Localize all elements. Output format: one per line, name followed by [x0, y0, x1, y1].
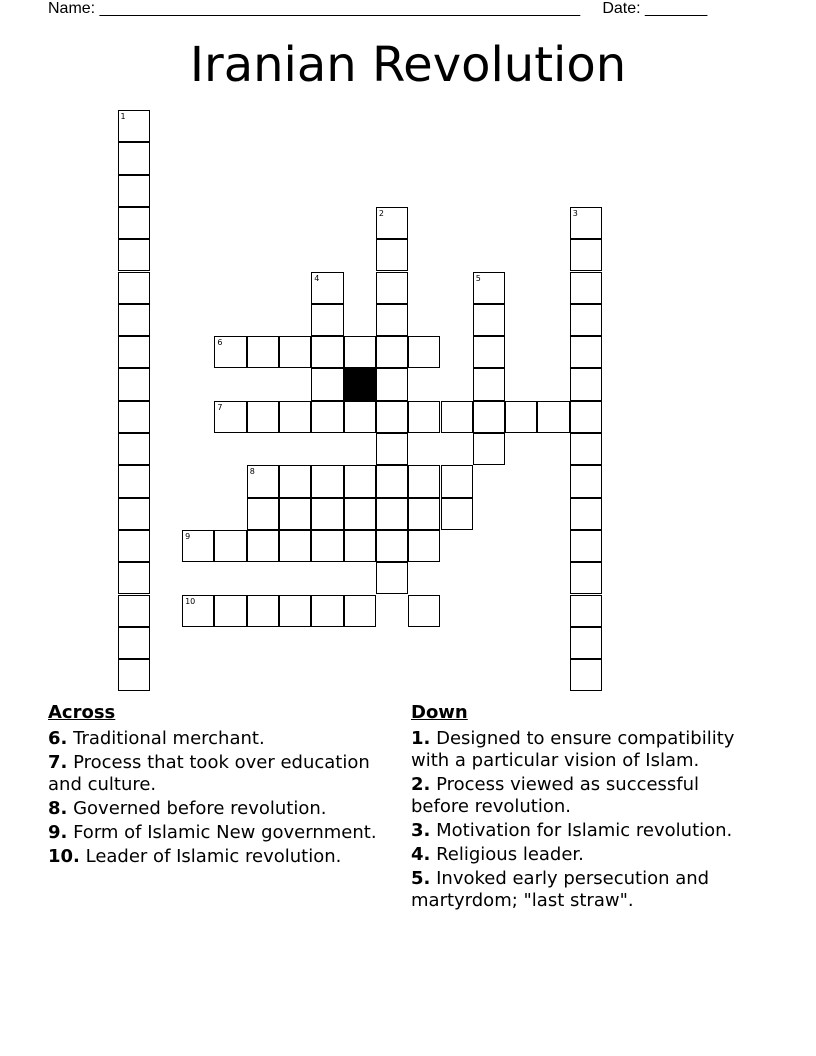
grid-cell[interactable]: [214, 401, 246, 433]
grid-cell[interactable]: [279, 530, 311, 562]
grid-cell[interactable]: [473, 336, 505, 368]
grid-cell[interactable]: [376, 401, 408, 433]
grid-cell[interactable]: [408, 498, 440, 530]
grid-cell[interactable]: [311, 465, 343, 497]
grid-cell[interactable]: [118, 530, 150, 562]
down-clue: [411, 844, 751, 866]
grid-cell[interactable]: [311, 368, 343, 400]
grid-cell[interactable]: [182, 530, 214, 562]
across-clue: [48, 798, 388, 820]
clue-number: 9: [185, 531, 191, 541]
grid-cell[interactable]: [570, 304, 602, 336]
grid-cell[interactable]: [473, 272, 505, 304]
clue-number: 7: [217, 402, 223, 412]
grid-cell[interactable]: [570, 207, 602, 239]
clue-number-label: 3.: [411, 820, 431, 841]
clue-text: Process viewed as successful before revolution.: [411, 774, 700, 817]
grid-cell[interactable]: [118, 336, 150, 368]
down-clue-list: [411, 728, 751, 912]
clue-number-label: 8.: [48, 798, 68, 819]
clue-text: Process that took over education and culture.: [48, 752, 370, 795]
grid-cell[interactable]: [570, 239, 602, 271]
date-blank[interactable]: _______: [645, 0, 708, 17]
grid-cell[interactable]: [344, 595, 376, 627]
across-clue: [48, 752, 388, 796]
grid-cell[interactable]: [118, 659, 150, 691]
clue-number: 3: [572, 208, 578, 218]
down-clue: [411, 868, 751, 912]
down-clue: [411, 820, 751, 842]
grid-cell[interactable]: [344, 498, 376, 530]
grid-cell[interactable]: [473, 368, 505, 400]
grid-cell[interactable]: [279, 336, 311, 368]
clue-text: Leader of Islamic revolution.: [79, 846, 342, 867]
grid-cell[interactable]: [118, 433, 150, 465]
clue-text: Traditional merchant.: [67, 728, 265, 749]
grid-cell[interactable]: [311, 530, 343, 562]
page-title: Iranian Revolution: [189, 37, 627, 93]
grid-cell[interactable]: [118, 142, 150, 174]
grid-cell[interactable]: [118, 175, 150, 207]
grid-cell[interactable]: [118, 401, 150, 433]
grid-cell[interactable]: [118, 239, 150, 271]
down-clue: [411, 728, 751, 772]
grid-cell[interactable]: [473, 401, 505, 433]
grid-cell[interactable]: [118, 207, 150, 239]
grid-cell[interactable]: [505, 401, 537, 433]
grid-cell[interactable]: [473, 433, 505, 465]
grid-cell[interactable]: [376, 465, 408, 497]
clue-text: Motivation for Islamic revolution.: [430, 820, 733, 841]
grid-cell[interactable]: [570, 562, 602, 594]
clue-number: 6: [217, 338, 223, 348]
grid-cell[interactable]: [570, 465, 602, 497]
grid-cell[interactable]: [570, 336, 602, 368]
grid-cell[interactable]: [376, 304, 408, 336]
grid-cell[interactable]: [570, 627, 602, 659]
grid-cell[interactable]: [247, 498, 279, 530]
grid-cell[interactable]: [311, 595, 343, 627]
across-clue-list: [48, 728, 388, 868]
across-clues: [48, 702, 388, 870]
grid-cell[interactable]: [408, 465, 440, 497]
grid-cell[interactable]: [311, 304, 343, 336]
grid-cell[interactable]: [570, 401, 602, 433]
grid-cell[interactable]: [344, 465, 376, 497]
name-blank[interactable]: ______________________________________________________: [99, 0, 581, 17]
grid-cell[interactable]: [182, 595, 214, 627]
grid-cell[interactable]: [311, 272, 343, 304]
grid-cell[interactable]: [344, 530, 376, 562]
grid-cell[interactable]: [214, 530, 246, 562]
grid-cell[interactable]: [570, 433, 602, 465]
clue-number-label: 1.: [411, 728, 431, 749]
clue-number: 8: [249, 467, 255, 477]
across-clue: [48, 822, 388, 844]
clue-text: Governed before revolution.: [67, 798, 327, 819]
clue-number-label: 7.: [48, 752, 68, 773]
grid-cell[interactable]: [118, 368, 150, 400]
grid-cell[interactable]: [376, 336, 408, 368]
grid-cell[interactable]: [118, 595, 150, 627]
grid-cell[interactable]: [376, 239, 408, 271]
down-heading: Down: [411, 702, 468, 723]
grid-cell[interactable]: [118, 562, 150, 594]
clue-number-label: 9.: [48, 822, 68, 843]
grid-cell[interactable]: [570, 272, 602, 304]
grid-cell[interactable]: [247, 336, 279, 368]
grid-cell[interactable]: [247, 401, 279, 433]
grid-cell[interactable]: [570, 498, 602, 530]
grid-cell[interactable]: [570, 659, 602, 691]
clue-number: 4: [314, 273, 320, 283]
grid-cell[interactable]: [344, 401, 376, 433]
down-clues: [411, 702, 751, 914]
grid-cell[interactable]: [118, 627, 150, 659]
grid-cell[interactable]: [344, 336, 376, 368]
clue-text: Invoked early persecution and martyrdom; "last straw".: [411, 868, 710, 911]
grid-cell[interactable]: [279, 498, 311, 530]
grid-cell[interactable]: [570, 530, 602, 562]
across-clue: [48, 728, 388, 750]
grid-cell[interactable]: [376, 530, 408, 562]
grid-cell[interactable]: [570, 368, 602, 400]
clue-number-label: 2.: [411, 774, 431, 795]
grid-cell[interactable]: [441, 498, 473, 530]
grid-cell[interactable]: [118, 498, 150, 530]
grid-cell[interactable]: [537, 401, 569, 433]
clue-text: Form of Islamic New government.: [67, 822, 377, 843]
grid-cell[interactable]: [247, 595, 279, 627]
across-clue: [48, 846, 388, 868]
clue-number: 2: [378, 208, 384, 218]
grid-cell[interactable]: [376, 562, 408, 594]
clue-text: Religious leader.: [430, 844, 584, 865]
clue-text: Designed to ensure compatibility with a particular vision of Islam.: [411, 728, 735, 771]
clue-number: 5: [475, 273, 481, 283]
grid-cell[interactable]: [441, 401, 473, 433]
down-clue: [411, 774, 751, 818]
grid-cell[interactable]: [408, 336, 440, 368]
grid-cell[interactable]: [408, 595, 440, 627]
grid-cell[interactable]: [376, 207, 408, 239]
black-cell: [344, 368, 376, 400]
grid-cell[interactable]: [279, 595, 311, 627]
grid-cell[interactable]: [214, 336, 246, 368]
grid-cell[interactable]: [118, 272, 150, 304]
grid-cell[interactable]: [473, 304, 505, 336]
grid-cell[interactable]: [376, 433, 408, 465]
grid-cell[interactable]: [311, 498, 343, 530]
grid-cell[interactable]: [570, 595, 602, 627]
grid-cell[interactable]: [247, 465, 279, 497]
grid-cell[interactable]: [376, 368, 408, 400]
grid-cell[interactable]: [311, 401, 343, 433]
grid-cell[interactable]: [279, 465, 311, 497]
date-label: Date:: [602, 0, 641, 17]
name-label: Name:: [48, 0, 96, 17]
clue-number-label: 5.: [411, 868, 431, 889]
grid-cell[interactable]: [118, 110, 150, 142]
grid-cell[interactable]: [214, 595, 246, 627]
grid-cell[interactable]: [247, 530, 279, 562]
across-heading: Across: [48, 702, 116, 723]
grid-cell[interactable]: [311, 336, 343, 368]
clue-number-label: 10.: [48, 846, 80, 867]
grid-cell[interactable]: [118, 465, 150, 497]
grid-cell[interactable]: [408, 530, 440, 562]
clue-number: 1: [120, 112, 126, 121]
grid-cell[interactable]: [408, 401, 440, 433]
clue-number: 10: [185, 596, 196, 606]
grid-cell[interactable]: [279, 401, 311, 433]
clue-number-label: 4.: [411, 844, 431, 865]
grid-cell[interactable]: [376, 498, 408, 530]
grid-cell[interactable]: [376, 272, 408, 304]
grid-cell[interactable]: [441, 465, 473, 497]
clue-number-label: 6.: [48, 728, 68, 749]
grid-cell[interactable]: [118, 304, 150, 336]
